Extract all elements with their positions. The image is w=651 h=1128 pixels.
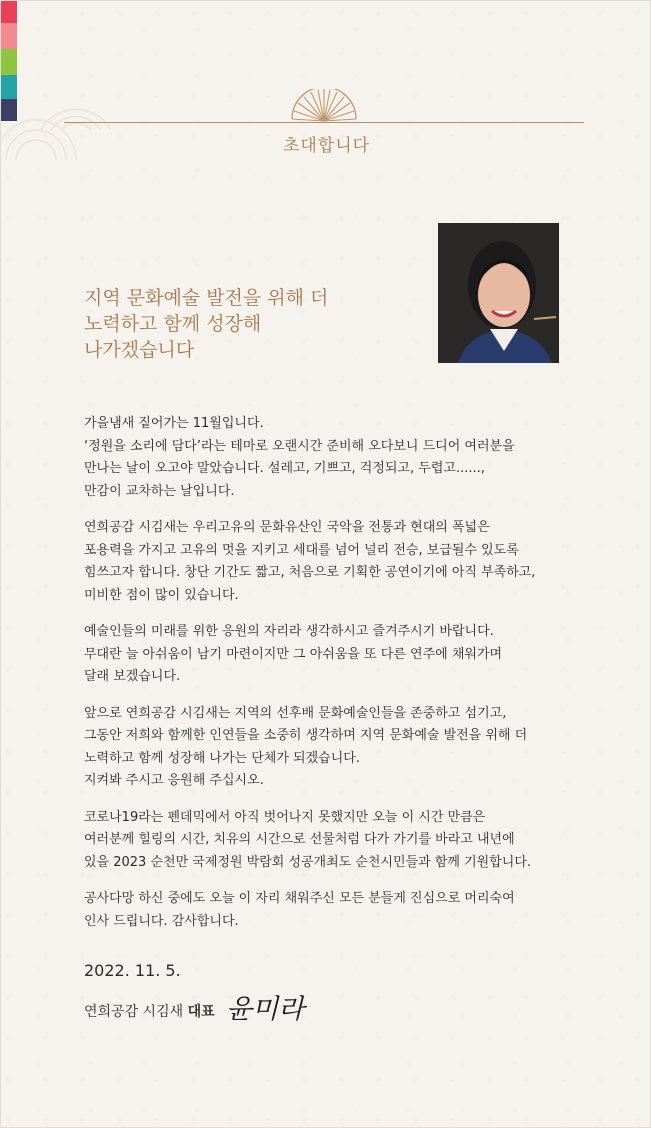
- text-line: 힘쓰고자 합니다. 창단 기간도 짧고, 처음으로 기획한 공연이기에 아직 부족하고,: [84, 565, 536, 580]
- text-line: 무대란 늘 아쉬움이 남기 마련이지만 그 아쉬움을 또 다른 연주에 채워가며: [84, 646, 503, 662]
- strip-band-2: [1, 23, 17, 49]
- text-line: 코로나19라는 펜데믹에서 아직 벗어나지 못했지만 오늘 이 시간 만큼은: [84, 809, 486, 825]
- text-line: ‘정원을 소리에 담다’라는 테마로 오랜시간 준비해 오다보니 드디어 여러분을: [84, 438, 515, 454]
- headline-line: 나가겠습니다: [84, 339, 195, 361]
- headline-line: 지역 문화예술 발전을 위해 더: [84, 287, 329, 309]
- text-line: 그동안 저희와 함께한 인연들을 소중히 생각하며 지역 문화예술 발전을 위해 더: [84, 728, 528, 743]
- text-line: 만나는 날이 오고야 말았습니다. 설레고, 기쁘고, 걱정되고, 두렵고......,: [84, 461, 485, 476]
- paragraph: [84, 807, 574, 875]
- portrait-photo: [438, 223, 559, 363]
- headline-line: 노력하고 함께 성장해: [84, 313, 262, 335]
- text-line: 달래 보겠습니다.: [84, 669, 181, 684]
- text-line: 여러분께 힐링의 시간, 치유의 시간으로 선물처럼 다가 가기를 바라고 내년에: [84, 832, 515, 847]
- paragraph: [84, 517, 574, 607]
- signature-line: [84, 1001, 215, 1021]
- text-line: 미비한 점이 많이 있습니다.: [84, 587, 239, 603]
- organization-name: 연희공감 시김새: [84, 1004, 184, 1020]
- text-line: 앞으로 연희공감 시김새는 지역의 선후배 문화예술인들을 존중하고 섬기고,: [84, 705, 507, 721]
- text-line: 연희공감 시김새는 우리고유의 문화유산인 국악을 전통과 현대의 폭넓은: [84, 520, 490, 535]
- text-line: 노력하고 함께 성장해 나가는 단체가 되겠습니다.: [84, 750, 360, 766]
- paragraph: [84, 888, 574, 933]
- strip-band-1: [1, 1, 17, 23]
- fan-icon: [291, 89, 357, 123]
- text-line: 공사다망 하신 중에도 오늘 이 자리 채워주신 모든 분들게 진심으로 머리숙여: [84, 891, 515, 906]
- letter-date: 2022. 11. 5.: [84, 961, 181, 980]
- paragraph: [84, 621, 574, 689]
- text-line: 가을냄새 짙어가는 11월입니다.: [84, 416, 264, 431]
- role-title: 대표: [187, 1004, 215, 1020]
- text-line: 만감이 교차하는 날입니다.: [84, 483, 235, 499]
- text-line: 인사 드립니다. 감사합니다.: [84, 913, 239, 929]
- text-line: 있을 2023 순천만 국제정원 박람회 성공개최도 순천시민들과 함께 기원합니다.: [84, 854, 532, 870]
- invitation-title: 초대합니다: [282, 136, 371, 156]
- header-divider: [64, 122, 584, 123]
- paragraph: [84, 703, 574, 793]
- headline: [84, 285, 414, 363]
- handwritten-signature: 윤미라: [226, 994, 305, 1025]
- text-line: 지켜봐 주시고 응원해 주십시오.: [84, 773, 264, 788]
- portrait-illustration: [438, 223, 559, 363]
- text-line: 예술인들의 미래를 위한 응원의 자리라 생각하시고 즐겨주시기 바랍니다.: [84, 624, 494, 639]
- strip-band-3: [1, 49, 17, 75]
- text-line: 포용력을 가지고 고유의 멋을 지키고 세대를 넘어 널리 전승, 보급될수 있도록: [84, 542, 519, 558]
- paragraph: [84, 413, 574, 503]
- letter-body: [84, 413, 574, 947]
